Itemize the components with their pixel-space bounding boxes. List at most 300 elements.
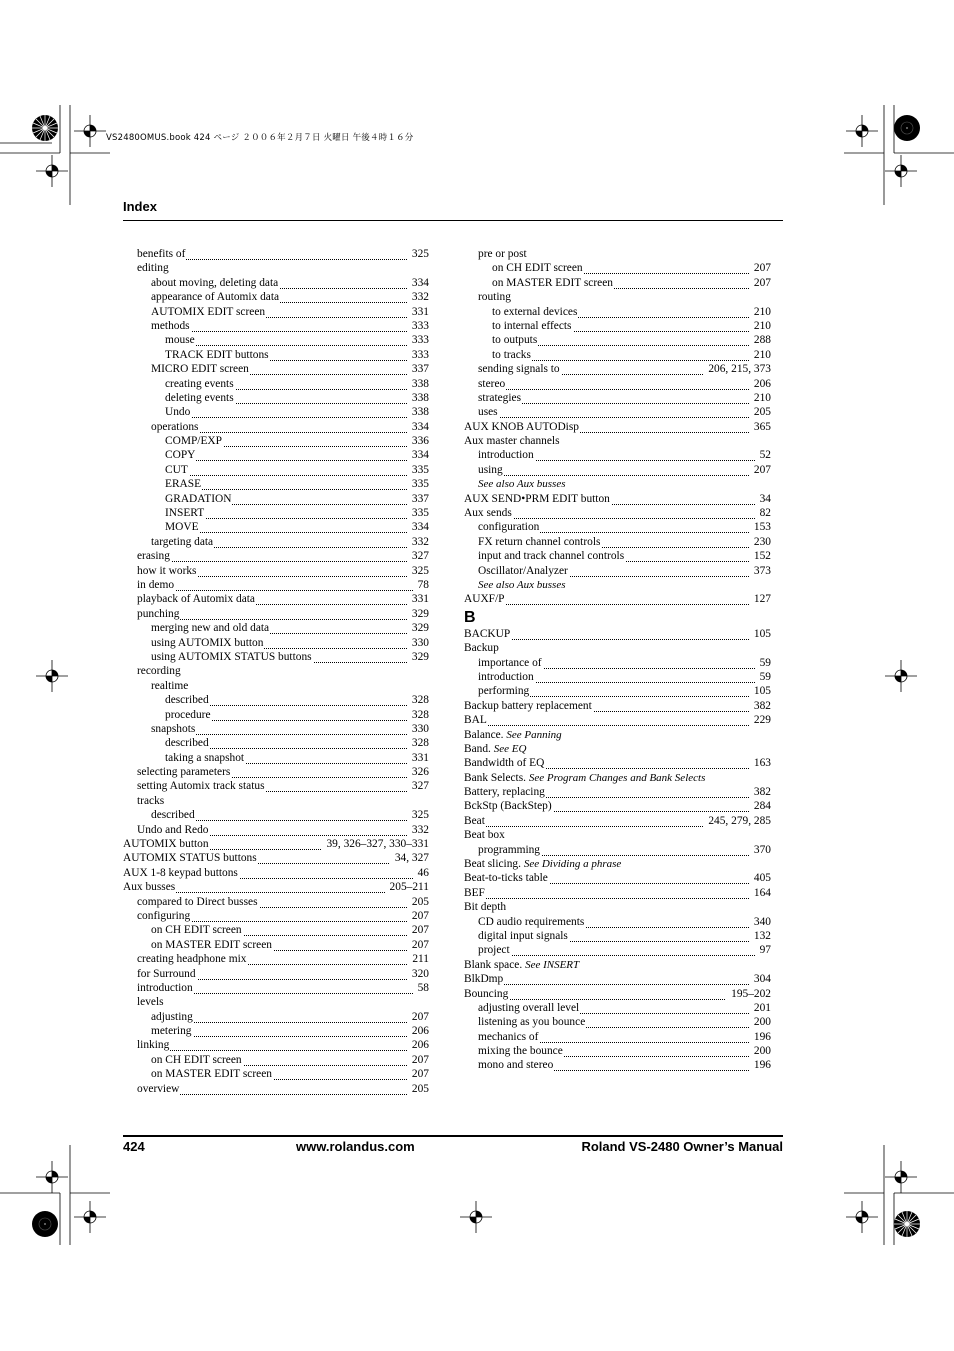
index-column-right <box>464 247 771 1073</box>
index-term <box>464 756 545 770</box>
page-reference: 206, 215, 373 <box>703 362 771 376</box>
index-term <box>478 670 535 684</box>
index-term <box>151 362 250 376</box>
index-term-text: Aux busses <box>123 881 176 894</box>
index-term <box>151 535 214 549</box>
page-reference: 373 <box>749 564 771 578</box>
page-reference: 34, 327 <box>390 851 429 865</box>
index-term <box>137 779 266 793</box>
see-reference: See EQ <box>493 742 527 755</box>
index-term-text: mixing the bounce <box>478 1045 563 1058</box>
footer-url: www.rolandus.com <box>296 1139 415 1154</box>
index-term <box>165 520 200 534</box>
index-entry <box>464 1015 771 1029</box>
index-term <box>478 463 504 477</box>
page-reference: 332 <box>407 290 429 304</box>
dot-leader <box>137 617 429 620</box>
footer-manual-title: Roland VS-2480 Owner’s Manual <box>581 1139 783 1154</box>
page-reference: 329 <box>407 621 429 635</box>
index-term <box>478 1044 564 1058</box>
index-entry <box>123 895 429 909</box>
index-entry <box>123 880 429 894</box>
index-term <box>464 742 527 756</box>
index-term-text: MOVE <box>165 521 199 534</box>
index-entry <box>464 713 771 727</box>
index-term <box>478 362 561 376</box>
index-entry <box>464 261 771 275</box>
index-term <box>165 377 235 391</box>
index-entry <box>464 987 771 1001</box>
index-term-text: Beat box <box>464 829 505 842</box>
index-term <box>151 276 279 290</box>
index-term-text: CUT <box>165 463 188 476</box>
index-term <box>151 1024 193 1038</box>
index-term-text: playback of Automix data <box>137 593 255 606</box>
page-reference: 207 <box>749 463 771 477</box>
index-entry <box>123 851 429 865</box>
index-term <box>478 377 506 391</box>
index-term-text: mechanics of <box>478 1030 539 1043</box>
index-term <box>478 915 585 929</box>
index-term-text: levels <box>137 996 164 1009</box>
page-reference: 327 <box>407 549 429 563</box>
index-term <box>165 348 270 362</box>
page-reference: 229 <box>749 713 771 727</box>
page-reference: 52 <box>755 448 771 462</box>
index-entry <box>123 664 429 678</box>
index-term-text: input and track channel controls <box>478 550 625 563</box>
index-entry <box>464 520 771 534</box>
index-term-text: creating headphone mix <box>137 953 247 966</box>
page-reference: 335 <box>407 506 429 520</box>
index-term <box>478 1015 586 1029</box>
index-term <box>464 972 504 986</box>
index-entry <box>123 520 429 534</box>
index-term-text: targeting data <box>151 535 214 548</box>
index-entry <box>123 305 429 319</box>
index-entry <box>464 814 771 828</box>
index-term <box>478 843 541 857</box>
index-entry <box>123 549 429 563</box>
page-reference: 340 <box>749 915 771 929</box>
index-entry <box>464 290 771 304</box>
index-term <box>151 621 270 635</box>
index-term-text: erasing <box>137 550 170 563</box>
index-entry <box>464 972 771 986</box>
index-term <box>165 477 202 491</box>
index-entry <box>123 1053 429 1067</box>
page-reference: 331 <box>407 751 429 765</box>
index-term-text: AUXF/P <box>464 593 505 606</box>
index-term-text: introduction <box>478 449 534 462</box>
page-reference: 334 <box>407 520 429 534</box>
index-term-text: to tracks <box>492 348 531 361</box>
index-entry <box>464 333 771 347</box>
index-term-text: Oscillator/Analyzer <box>478 564 568 577</box>
page-reference: 304 <box>749 972 771 986</box>
index-entry <box>123 564 429 578</box>
dot-leader <box>165 530 429 533</box>
index-term-text: adjusting overall level <box>478 1001 580 1014</box>
index-term <box>165 751 245 765</box>
page-reference: 334 <box>407 420 429 434</box>
index-entry <box>123 377 429 391</box>
header-rule <box>123 220 783 221</box>
index-term-text: AUTOMIX STATUS buttons <box>123 852 257 865</box>
page-reference: 132 <box>749 929 771 943</box>
index-term <box>464 900 507 914</box>
dot-leader <box>137 1092 429 1095</box>
index-entry <box>123 952 429 966</box>
page-reference: 405 <box>749 871 771 885</box>
index-term-text: COMP/EXP <box>165 435 222 448</box>
index-term <box>165 333 196 347</box>
index-entry <box>123 751 429 765</box>
page-reference: 365 <box>749 420 771 434</box>
page-reference: 338 <box>407 405 429 419</box>
index-term <box>137 261 170 275</box>
index-term-text: AUX 1-8 keypad buttons <box>123 866 238 879</box>
index-term-text: Beat-to-ticks table <box>464 872 548 885</box>
index-term <box>478 520 540 534</box>
index-entry <box>123 636 429 650</box>
index-term <box>137 967 197 981</box>
page-reference: 34 <box>755 492 771 506</box>
page-reference: 328 <box>407 693 429 707</box>
index-term <box>492 305 578 319</box>
index-term <box>151 722 196 736</box>
index-entry <box>464 1058 771 1072</box>
index-term <box>165 492 232 506</box>
index-term <box>464 641 500 655</box>
index-term-text: Bouncing <box>464 987 509 1000</box>
index-term <box>137 578 175 592</box>
index-entry <box>464 771 771 785</box>
index-term <box>478 391 522 405</box>
index-term <box>165 506 205 520</box>
dot-leader <box>165 343 429 346</box>
page-reference: 207 <box>407 923 429 937</box>
page-reference: 97 <box>755 943 771 957</box>
index-term <box>492 333 538 347</box>
page-reference: 320 <box>407 967 429 981</box>
page-reference: 82 <box>755 506 771 520</box>
index-entry <box>464 434 771 448</box>
page-reference: 329 <box>407 607 429 621</box>
index-term-text: strategies <box>478 391 522 404</box>
index-term-text: Blank space. <box>464 958 523 971</box>
index-entry <box>464 958 771 972</box>
page-reference: 195–202 <box>726 987 771 1001</box>
index-term <box>151 319 191 333</box>
page-reference: 206 <box>749 377 771 391</box>
dot-leader <box>478 473 771 476</box>
index-term <box>464 713 488 727</box>
index-entry <box>123 391 429 405</box>
index-term-text: uses <box>478 406 498 419</box>
index-term-text: compared to Direct busses <box>137 895 258 908</box>
index-term <box>151 636 264 650</box>
index-term-text: introduction <box>137 981 193 994</box>
index-term <box>137 823 210 837</box>
index-term <box>151 1010 194 1024</box>
index-term-text: recording <box>137 665 181 678</box>
page-reference: 327 <box>407 779 429 793</box>
page-reference: 382 <box>749 785 771 799</box>
index-term <box>151 290 280 304</box>
index-term <box>478 1001 580 1015</box>
page-reference: 164 <box>749 886 771 900</box>
print-header: VS2480OMUS.book 424 ページ ２００６年２月７日 火曜日 午後４時１６分 <box>106 133 414 143</box>
page-reference: 207 <box>407 1053 429 1067</box>
index-term-text: BckStp (BackStep) <box>464 800 552 813</box>
dot-leader <box>151 329 429 332</box>
page-reference: 210 <box>749 305 771 319</box>
index-term-text: methods <box>151 319 190 332</box>
index-term-text: about moving, deleting data <box>151 276 279 289</box>
dot-leader <box>464 997 771 1000</box>
page-reference: 331 <box>407 305 429 319</box>
page-reference: 196 <box>749 1058 771 1072</box>
index-entry <box>123 362 429 376</box>
index-term-text: programming <box>478 843 541 856</box>
index-term <box>464 886 486 900</box>
index-term <box>464 420 580 434</box>
index-section-letter: B <box>464 608 476 626</box>
index-term-text: Backup <box>464 642 499 655</box>
index-entry <box>464 699 771 713</box>
index-entry <box>464 405 771 419</box>
index-term-text: selecting parameters <box>137 766 231 779</box>
index-term-text: using AUTOMIX button <box>151 636 264 649</box>
index-entry <box>123 1024 429 1038</box>
page-reference: 333 <box>407 348 429 362</box>
index-term <box>464 799 553 813</box>
index-entry <box>464 857 771 871</box>
dot-leader <box>137 559 429 562</box>
page-reference: 335 <box>407 477 429 491</box>
index-entry <box>123 837 429 851</box>
index-term-text: COPY <box>165 449 196 462</box>
index-term <box>478 578 566 592</box>
index-entry <box>464 535 771 549</box>
index-term-text: procedure <box>165 708 211 721</box>
index-term <box>478 549 625 563</box>
index-term-text: BEF <box>464 886 485 899</box>
page-reference: 39, 326–327, 330–331 <box>321 837 429 851</box>
index-term <box>137 794 165 808</box>
index-term <box>151 679 189 693</box>
index-entry <box>123 938 429 952</box>
index-term-text: Bank Selects. <box>464 771 527 784</box>
dot-leader <box>478 953 771 956</box>
index-term <box>137 664 182 678</box>
index-term <box>137 981 194 995</box>
index-term <box>492 348 532 362</box>
index-entry <box>123 995 429 1009</box>
dot-leader <box>165 473 429 476</box>
index-entry <box>464 463 771 477</box>
index-entry <box>464 871 771 885</box>
index-entry <box>464 742 771 756</box>
page-reference: 153 <box>749 520 771 534</box>
page-reference: 59 <box>755 656 771 670</box>
index-term-text: benefits of <box>137 248 186 260</box>
index-term-text: described <box>165 737 209 750</box>
page-reference: 330 <box>407 636 429 650</box>
index-term-text: BACKUP <box>464 627 511 640</box>
index-entry <box>123 420 429 434</box>
index-term <box>137 564 197 578</box>
index-term <box>464 871 549 885</box>
index-term-text: taking a snapshot <box>165 751 245 764</box>
index-entry <box>123 578 429 592</box>
index-entry <box>123 247 429 261</box>
index-term-text: editing <box>137 262 169 275</box>
index-term-text: routing <box>478 291 511 304</box>
index-term-text: sending signals to <box>478 363 560 376</box>
see-reference: See Panning <box>506 728 562 741</box>
index-entry <box>464 348 771 362</box>
index-entry <box>123 693 429 707</box>
index-entry <box>123 1010 429 1024</box>
index-term-text: on MASTER EDIT screen <box>151 1068 272 1081</box>
index-entry <box>464 670 771 684</box>
index-entry <box>464 564 771 578</box>
index-entry <box>123 779 429 793</box>
index-term-text: CD audio requirements <box>478 915 585 928</box>
index-term <box>478 943 511 957</box>
index-entry <box>123 1038 429 1052</box>
index-term-text: introduction <box>478 670 534 683</box>
index-term-text: linking <box>137 1039 170 1052</box>
page-reference: 382 <box>749 699 771 713</box>
dot-leader <box>151 1034 429 1037</box>
index-term-text: creating events <box>165 377 234 390</box>
index-entry <box>123 290 429 304</box>
index-entry <box>464 319 771 333</box>
index-entry <box>123 650 429 664</box>
index-term <box>464 699 593 713</box>
page-reference: 205–211 <box>385 880 429 894</box>
index-term <box>464 492 611 506</box>
index-term-text: operations <box>151 420 199 433</box>
index-term-text: overview <box>137 1082 180 1095</box>
page-reference: 210 <box>749 319 771 333</box>
index-entry <box>123 866 429 880</box>
index-term-text: GRADATION <box>165 492 232 505</box>
index-term-text: Undo <box>165 406 191 419</box>
index-term-text: appearance of Automix data <box>151 291 280 304</box>
dot-leader <box>464 723 771 726</box>
index-entry <box>123 981 429 995</box>
index-entry <box>464 362 771 376</box>
index-entry <box>123 923 429 937</box>
index-term-text: AUTOMIX EDIT screen <box>151 305 266 318</box>
page-reference: 325 <box>407 564 429 578</box>
dot-leader <box>464 896 771 899</box>
index-term <box>123 851 258 865</box>
index-term <box>464 958 580 972</box>
index-term-text: to external devices <box>492 305 578 318</box>
dot-leader <box>165 487 429 490</box>
index-entry <box>123 909 429 923</box>
index-term-text: described <box>151 809 195 822</box>
index-term <box>464 857 622 871</box>
index-term <box>478 290 512 304</box>
page-reference: 284 <box>749 799 771 813</box>
index-column-left <box>123 247 429 1096</box>
index-term <box>478 247 528 261</box>
index-term-text: AUX KNOB AUTODisp <box>464 420 579 433</box>
index-entry <box>123 607 429 621</box>
index-entry <box>123 794 429 808</box>
index-term-text: on MASTER EDIT screen <box>151 938 272 951</box>
dot-leader <box>464 982 771 985</box>
page-reference: 338 <box>407 377 429 391</box>
index-entry <box>464 1030 771 1044</box>
index-term-text: mouse <box>165 334 195 347</box>
index-term-text: described <box>165 694 209 707</box>
page-reference: 207 <box>407 938 429 952</box>
see-reference: See Program Changes and Bank Selects <box>528 771 706 784</box>
index-term-text: to outputs <box>492 334 538 347</box>
page-reference: 333 <box>407 319 429 333</box>
index-entry <box>464 929 771 943</box>
index-entry <box>123 448 429 462</box>
index-entry <box>123 808 429 822</box>
index-term <box>137 607 180 621</box>
section-title: Index <box>123 199 157 214</box>
index-term <box>478 1030 539 1044</box>
index-term-text: metering <box>151 1025 192 1038</box>
index-term <box>478 405 499 419</box>
page-reference: 46 <box>413 866 429 880</box>
index-term-text: digital input signals <box>478 929 568 942</box>
page-reference: 328 <box>407 736 429 750</box>
index-term-text: punching <box>137 607 180 620</box>
index-term <box>165 708 212 722</box>
index-entry <box>123 434 429 448</box>
page-reference: 329 <box>407 650 429 664</box>
index-term <box>478 656 543 670</box>
index-term <box>165 736 210 750</box>
index-entry <box>123 276 429 290</box>
dot-leader <box>137 588 429 591</box>
index-term-text: stereo <box>478 377 506 390</box>
index-term-text: Bandwidth of EQ <box>464 757 545 770</box>
page-reference: 207 <box>407 1067 429 1081</box>
index-entry <box>123 765 429 779</box>
index-term <box>137 895 259 909</box>
page-reference: 205 <box>749 405 771 419</box>
page-reference: 288 <box>749 333 771 347</box>
index-entry <box>464 448 771 462</box>
index-entry <box>123 621 429 635</box>
index-term <box>123 880 176 894</box>
index-term-text: in demo <box>137 578 175 591</box>
index-entry <box>123 679 429 693</box>
index-entry <box>123 319 429 333</box>
see-reference: See Dividing a phrase <box>523 858 622 871</box>
index-term <box>464 828 506 842</box>
index-entry <box>464 656 771 670</box>
index-entry <box>464 684 771 698</box>
page-reference: 207 <box>407 1010 429 1024</box>
page-reference: 200 <box>749 1015 771 1029</box>
index-term <box>151 305 266 319</box>
page-reference: 59 <box>755 670 771 684</box>
